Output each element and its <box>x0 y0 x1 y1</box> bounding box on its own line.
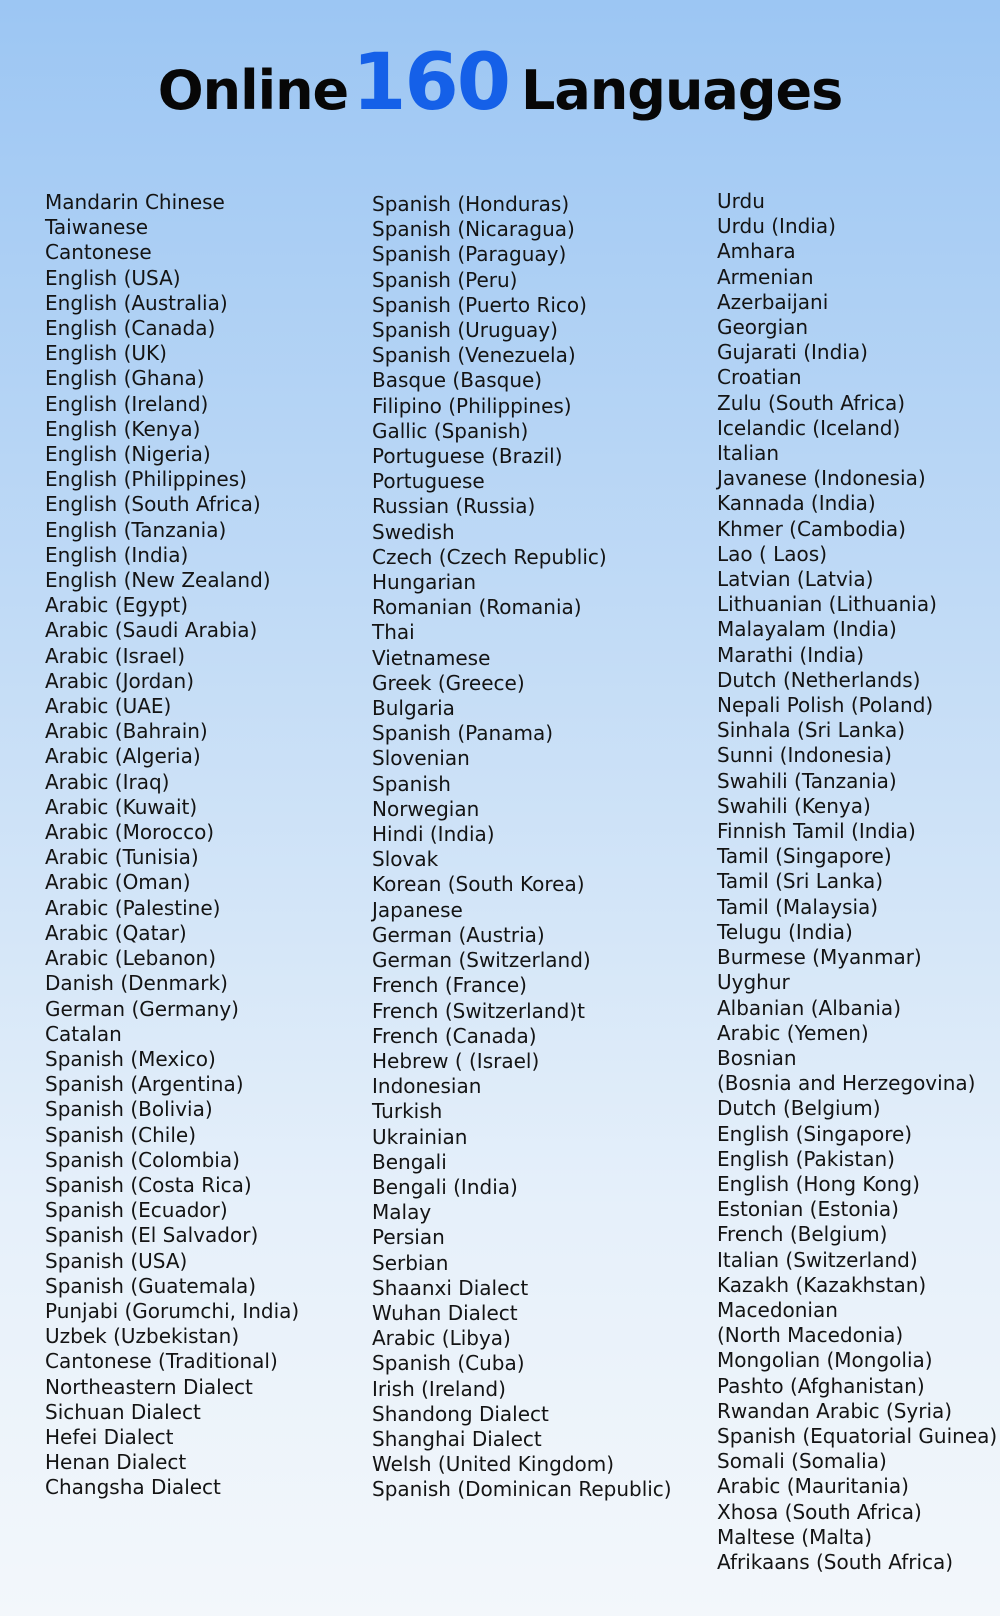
language-item: Zulu (South Africa) <box>717 390 906 415</box>
language-item: Spanish (Peru) <box>372 267 518 292</box>
language-item: Nepali Polish (Poland) <box>717 693 934 718</box>
language-item: Gallic (Spanish) <box>372 418 529 443</box>
language-item: Maltese (Malta) <box>717 1524 873 1549</box>
language-item: Spanish (Ecuador) <box>45 1198 228 1223</box>
language-item: English (Kenya) <box>45 416 201 441</box>
language-item: Bengali (India) <box>372 1174 518 1199</box>
language-item: Slovenian <box>372 746 470 771</box>
language-item: Arabic (Mauritania) <box>717 1474 909 1499</box>
language-item: Italian (Switzerland) <box>717 1247 918 1272</box>
language-item: Latvian (Latvia) <box>717 567 874 592</box>
language-item: Spanish (Nicaragua) <box>372 217 575 242</box>
language-item: Arabic (UAE) <box>45 694 172 719</box>
language-item: Pashto (Afghanistan) <box>717 1373 925 1398</box>
language-item: Marathi (India) <box>717 642 865 667</box>
language-column-3 <box>717 189 997 1575</box>
language-item: Sunni (Indonesia) <box>717 743 892 768</box>
language-item: Amhara <box>717 239 796 264</box>
language-item: Urdu <box>717 189 765 213</box>
language-item: Spanish (El Salvador) <box>45 1223 259 1248</box>
language-item: German (Switzerland) <box>372 948 591 973</box>
language-item: Khmer (Cambodia) <box>717 516 906 541</box>
language-item: Korean (South Korea) <box>372 872 585 897</box>
language-item: Spanish (Argentina) <box>45 1072 244 1097</box>
language-column-1 <box>45 190 299 1501</box>
language-item: Bosnian <box>717 1045 797 1070</box>
language-item: Vietnamese <box>372 645 491 670</box>
language-item: Estonian (Estonia) <box>717 1197 899 1222</box>
language-item: Icelandic (Iceland) <box>717 415 901 440</box>
language-item: Arabic (Oman) <box>45 870 191 895</box>
language-item: Portuguese (Brazil) <box>372 444 563 469</box>
language-item: English (Tanzania) <box>45 517 227 542</box>
language-item: Ukrainian <box>372 1124 468 1149</box>
title-number: 160 <box>352 38 509 128</box>
language-item: Sichuan Dialect <box>45 1399 201 1424</box>
page-title <box>0 38 1000 128</box>
language-item: Arabic (Tunisia) <box>45 845 199 870</box>
language-item: Mandarin Chinese <box>45 190 225 214</box>
language-item: English (Pakistan) <box>717 1146 895 1171</box>
language-item: Sinhala (Sri Lanka) <box>717 718 906 743</box>
language-item: Spanish (Uruguay) <box>372 318 558 343</box>
language-item: Filipino (Philippines) <box>372 393 572 418</box>
language-item: Greek (Greece) <box>372 670 525 695</box>
language-item: Spanish (Panama) <box>372 721 554 746</box>
language-item: English (New Zealand) <box>45 568 271 593</box>
language-item: Cantonese <box>45 240 152 265</box>
language-item: Uzbek (Uzbekistan) <box>45 1324 240 1349</box>
language-item: Somali (Somalia) <box>717 1449 887 1474</box>
language-item: Arabic (Libya) <box>372 1326 511 1351</box>
language-item: English (USA) <box>45 265 181 290</box>
language-item: Hefei Dialect <box>45 1424 174 1449</box>
language-item: Mongolian (Mongolia) <box>717 1348 933 1373</box>
language-item: Turkish <box>372 1099 443 1124</box>
language-item: Spanish (Puerto Rico) <box>372 292 587 317</box>
language-item: Finnish Tamil (India) <box>717 819 916 844</box>
language-item: Javanese (Indonesia) <box>717 466 926 491</box>
language-item: Tamil (Malaysia) <box>717 894 879 919</box>
language-item: Northeastern Dialect <box>45 1374 253 1399</box>
language-item: Croatian <box>717 365 802 390</box>
language-item: Albanian (Albania) <box>717 995 901 1020</box>
language-item: Spanish (Cuba) <box>372 1351 525 1376</box>
language-item: Slovak <box>372 847 439 872</box>
language-item: English (India) <box>45 542 189 567</box>
language-item: Spanish (Mexico) <box>45 1046 216 1071</box>
language-item: Dutch (Netherlands) <box>717 667 921 692</box>
language-item: Macedonian <box>717 1297 838 1322</box>
language-item: Welsh (United Kingdom) <box>372 1452 615 1477</box>
language-item: Spanish (Colombia) <box>45 1147 240 1172</box>
language-item: Danish (Denmark) <box>45 971 228 996</box>
language-item: Romanian (Romania) <box>372 595 582 620</box>
language-item: English (South Africa) <box>45 492 261 517</box>
language-item: French (Switzerland)t <box>372 998 585 1023</box>
language-item: Arabic (Israel) <box>45 643 186 668</box>
language-item: Spanish (Equatorial Guinea) <box>717 1423 998 1448</box>
language-item: Spanish (Bolivia) <box>45 1097 213 1122</box>
language-item: Shaanxi Dialect <box>372 1275 529 1300</box>
language-item: Lao ( Laos) <box>717 541 828 566</box>
language-item: Portuguese <box>372 469 485 494</box>
language-item: English (UK) <box>45 341 167 366</box>
language-item: Telugu (India) <box>717 919 853 944</box>
language-item: Arabic (Saudi Arabia) <box>45 618 258 643</box>
language-item: Irish (Ireland) <box>372 1376 506 1401</box>
language-item: Catalan <box>45 1021 122 1046</box>
language-item: Tamil (Singapore) <box>717 844 892 869</box>
language-item: Tamil (Sri Lanka) <box>717 869 884 894</box>
language-item: Spanish <box>372 771 451 796</box>
title-suffix: Languages <box>521 59 843 122</box>
language-item: Arabic (Lebanon) <box>45 946 217 971</box>
language-item: English (Ireland) <box>45 391 209 416</box>
language-item: French (France) <box>372 973 527 998</box>
language-item: Norwegian <box>372 796 480 821</box>
language-item: Czech (Czech Republic) <box>372 544 607 569</box>
language-item: Uyghur <box>717 970 790 995</box>
language-item: Gujarati (India) <box>717 340 868 365</box>
language-item: Persian <box>372 1225 445 1250</box>
language-item: Punjabi (Gorumchi, India) <box>45 1298 300 1323</box>
language-item: Malayalam (India) <box>717 617 897 642</box>
language-item: Kazakh (Kazakhstan) <box>717 1272 927 1297</box>
language-item: Taiwanese <box>45 215 149 240</box>
language-item: Basque (Basque) <box>372 368 543 393</box>
language-item: French (Canada) <box>372 1023 537 1048</box>
language-item: Spanish (USA) <box>45 1248 188 1273</box>
language-item: Swahili (Tanzania) <box>717 768 897 793</box>
language-item: Shanghai Dialect <box>372 1426 542 1451</box>
language-item: Arabic (Algeria) <box>45 744 201 769</box>
language-item: Henan Dialect <box>45 1450 187 1475</box>
language-item: Burmese (Myanmar) <box>717 945 922 970</box>
language-item: English (Singapore) <box>717 1121 913 1146</box>
language-item: Swedish <box>372 519 455 544</box>
language-item: Hindi (India) <box>372 822 495 847</box>
language-item: Spanish (Chile) <box>45 1122 196 1147</box>
language-item: Italian <box>717 441 780 466</box>
language-item: English (Australia) <box>45 290 228 315</box>
language-item: Swahili (Kenya) <box>717 793 871 818</box>
language-item: Shandong Dialect <box>372 1401 549 1426</box>
language-item: Afrikaans (South Africa) <box>717 1549 954 1574</box>
language-item: Georgian <box>717 315 809 340</box>
language-item: Hebrew ( (Israel) <box>372 1048 540 1073</box>
language-item: Spanish (Guatemala) <box>45 1273 257 1298</box>
language-item: Arabic (Palestine) <box>45 895 221 920</box>
language-item: English (Hong Kong) <box>717 1171 920 1196</box>
language-item: English (Philippines) <box>45 467 247 492</box>
language-item: Kannada (India) <box>717 491 876 516</box>
language-item: Spanish (Costa Rica) <box>45 1172 252 1197</box>
language-item: Wuhan Dialect <box>372 1300 518 1325</box>
language-item: Arabic (Jordan) <box>45 668 195 693</box>
language-item: Japanese <box>372 897 463 922</box>
language-item: Arabic (Egypt) <box>45 593 189 618</box>
language-item: Hungarian <box>372 570 477 595</box>
language-item: Arabic (Iraq) <box>45 769 170 794</box>
language-column-2 <box>372 192 672 1503</box>
language-item: Serbian <box>372 1250 449 1275</box>
language-item: Russian (Russia) <box>372 494 536 519</box>
language-item: Spanish (Honduras) <box>372 192 570 216</box>
language-item: Xhosa (South Africa) <box>717 1499 922 1524</box>
language-item: German (Austria) <box>372 922 545 947</box>
language-item: English (Canada) <box>45 316 216 341</box>
language-item: Armenian <box>717 264 814 289</box>
language-item: English (Nigeria) <box>45 442 211 467</box>
language-item: Dutch (Belgium) <box>717 1096 881 1121</box>
language-item: (North Macedonia) <box>717 1323 904 1348</box>
language-item: Arabic (Yemen) <box>717 1020 869 1045</box>
language-item: Malay <box>372 1200 432 1225</box>
language-item: English (Ghana) <box>45 366 205 391</box>
language-item: French (Belgium) <box>717 1222 888 1247</box>
language-item: Urdu (India) <box>717 214 836 239</box>
language-item: Changsha Dialect <box>45 1475 221 1500</box>
language-item: Azerbaijani <box>717 289 829 314</box>
language-item: Spanish (Paraguay) <box>372 242 567 267</box>
language-item: Arabic (Kuwait) <box>45 794 198 819</box>
language-item: Bengali <box>372 1149 447 1174</box>
language-item: Arabic (Qatar) <box>45 920 187 945</box>
language-item: Lithuanian (Lithuania) <box>717 592 937 617</box>
language-item: Spanish (Dominican Republic) <box>372 1477 672 1502</box>
language-item: Rwandan Arabic (Syria) <box>717 1398 953 1423</box>
language-item: Thai <box>372 620 415 645</box>
language-item: Bulgaria <box>372 696 455 721</box>
language-item: Spanish (Venezuela) <box>372 343 576 368</box>
language-item: Arabic (Morocco) <box>45 820 215 845</box>
language-item: Cantonese (Traditional) <box>45 1349 278 1374</box>
language-item: Arabic (Bahrain) <box>45 719 208 744</box>
language-item: Indonesian <box>372 1074 482 1099</box>
title-prefix: Online <box>157 59 349 122</box>
language-item: German (Germany) <box>45 996 239 1021</box>
language-item: (Bosnia and Herzegovina) <box>717 1071 976 1096</box>
